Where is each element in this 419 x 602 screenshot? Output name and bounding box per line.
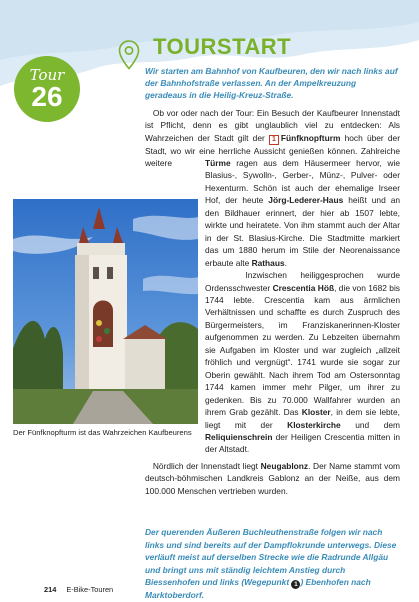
text-span: Nördlich der Innenstadt liegt — [152, 461, 261, 471]
text-span: ragen aus dem Häusermeer hervor, wie Blasius-, Sywolln-, Gerber-, Münz-, Pulver- oder Hexenturm. Schön ist auch der ehemalige Irseer Hof, der heute — [205, 158, 400, 206]
tour-badge-word: Tour — [29, 66, 65, 84]
highlight-tuerme: Türme — [205, 158, 231, 168]
text-span: hoch über der Stadt, wo wir eine herrliche Aussicht genießen können. Zahlreiche weitere — [145, 132, 401, 169]
text-span: ) Ebenhofen nach Marktoberdorf. — [145, 577, 371, 600]
body-text-bottom — [145, 460, 400, 497]
page-number: 214 — [44, 585, 57, 594]
text-span: . — [284, 257, 287, 268]
paragraph-1-cont — [205, 157, 400, 269]
text-span: , die von 1682 bis 1744 lebte. Crescentia kam aus ärmlichen Verhältnissen und schaffte es durch Zuspruch des Bürgermeisters, im Franziskanerinnen-Kloster aufgenommen zu werden. Zu Lebzeiten übernahm sie Aufgaben im Kloster und war zugleich „allzeit fröhlich und vergnügt“. 1741 wurde sie sogar zur Oberin gewählt. Nach ihrem Tod am Ostersonntag 1744 kamen immer mehr Pilger, um ihrer zu gedenken. Bis zu 70.000 Wallfahrer wurden an ihrem Grab gezählt. Das — [205, 282, 400, 418]
fuenfknopfturm-photo — [13, 199, 198, 424]
page-title: TOURSTART — [153, 34, 292, 59]
paragraph-3 — [145, 460, 400, 497]
highlight-fuenfknopfturm: Fünfknopfturm — [280, 132, 341, 143]
location-pin-icon — [118, 40, 140, 70]
text-span: Inzwischen heiliggesprochen wurde Ordensschwester — [205, 270, 401, 293]
highlight-rathaus: Rathaus — [251, 257, 285, 268]
text-span: . Der Name stammt vom deutsch-böhmischen Landkreis Gablonz an der Neiße, aus dem 100.000 Menschen vertrieben wurden. — [145, 461, 400, 496]
highlight-reliquienschrein: Reliquienschrein — [205, 431, 273, 442]
body-text-right-column — [205, 157, 400, 456]
waypoint-label: Wegepunkt — [244, 577, 290, 587]
text-span: Der querenden Äußeren Buchleuthenstraße folgen wir nach links und sind bereits auf der Dampflokrunde unterwegs. Diese verläuft meist auf derselben Strecke wie die Radrunde Allgäu und bringt uns mit ständig leichtem Anstieg durch Biessenhofen und links ( — [145, 527, 397, 587]
highlight-joerg-lederer-haus: Jörg-Lederer-Haus — [268, 195, 344, 206]
text-span: , in dem sie lebte, liegt mit der — [205, 407, 400, 430]
highlight-crescentia: Crescentia Höß — [272, 282, 335, 293]
intro-directions: Wir starten am Bahnhof von Kaufbeuren, den wir nach links auf der Bahnhofstraße verlassen. An der Ampelkreuzung geradeaus in die Heilig-Kreuz-Straße. — [145, 66, 398, 100]
tour-number-badge — [14, 56, 80, 122]
highlight-neugablonz: Neugablonz — [260, 461, 309, 471]
paragraph-2 — [205, 269, 400, 456]
map-marker-number: 1 — [269, 135, 279, 145]
route-directions — [145, 526, 400, 602]
text-span: Ob vor oder nach der Tour: Ein Besuch der Kaufbeurer Innenstadt ist Pflicht, denn es gibt unglaublich viel zu entdecken: Als Wahrzeichen der Stadt gilt der — [145, 108, 401, 143]
tour-badge-number: 26 — [31, 81, 63, 112]
text-span: und dem — [340, 419, 400, 430]
photo-caption: Der Fünfknopfturm ist das Wahrzeichen Kaufbeurens — [13, 428, 192, 437]
text-span: heißt und an den Bildhauer erinnert, der hier ab 1507 lebte, wirkte und heiratete. Von ihm stammt auch der Altar in der St. Blasius-Kirche. Die Stadtmitte markiert das um 1880 herum im Stile der Neorenaissance erbaute alte — [205, 195, 401, 268]
highlight-kloster: Kloster — [301, 407, 331, 418]
waypoint-number-icon: 1 — [291, 580, 300, 589]
section-name: E-Bike-Touren — [66, 585, 114, 594]
highlight-klosterkirche: Klosterkirche — [287, 419, 341, 430]
text-span: der Heiligen Crescentia mitten in der Altstadt. — [205, 431, 400, 455]
page-footer — [44, 585, 113, 594]
